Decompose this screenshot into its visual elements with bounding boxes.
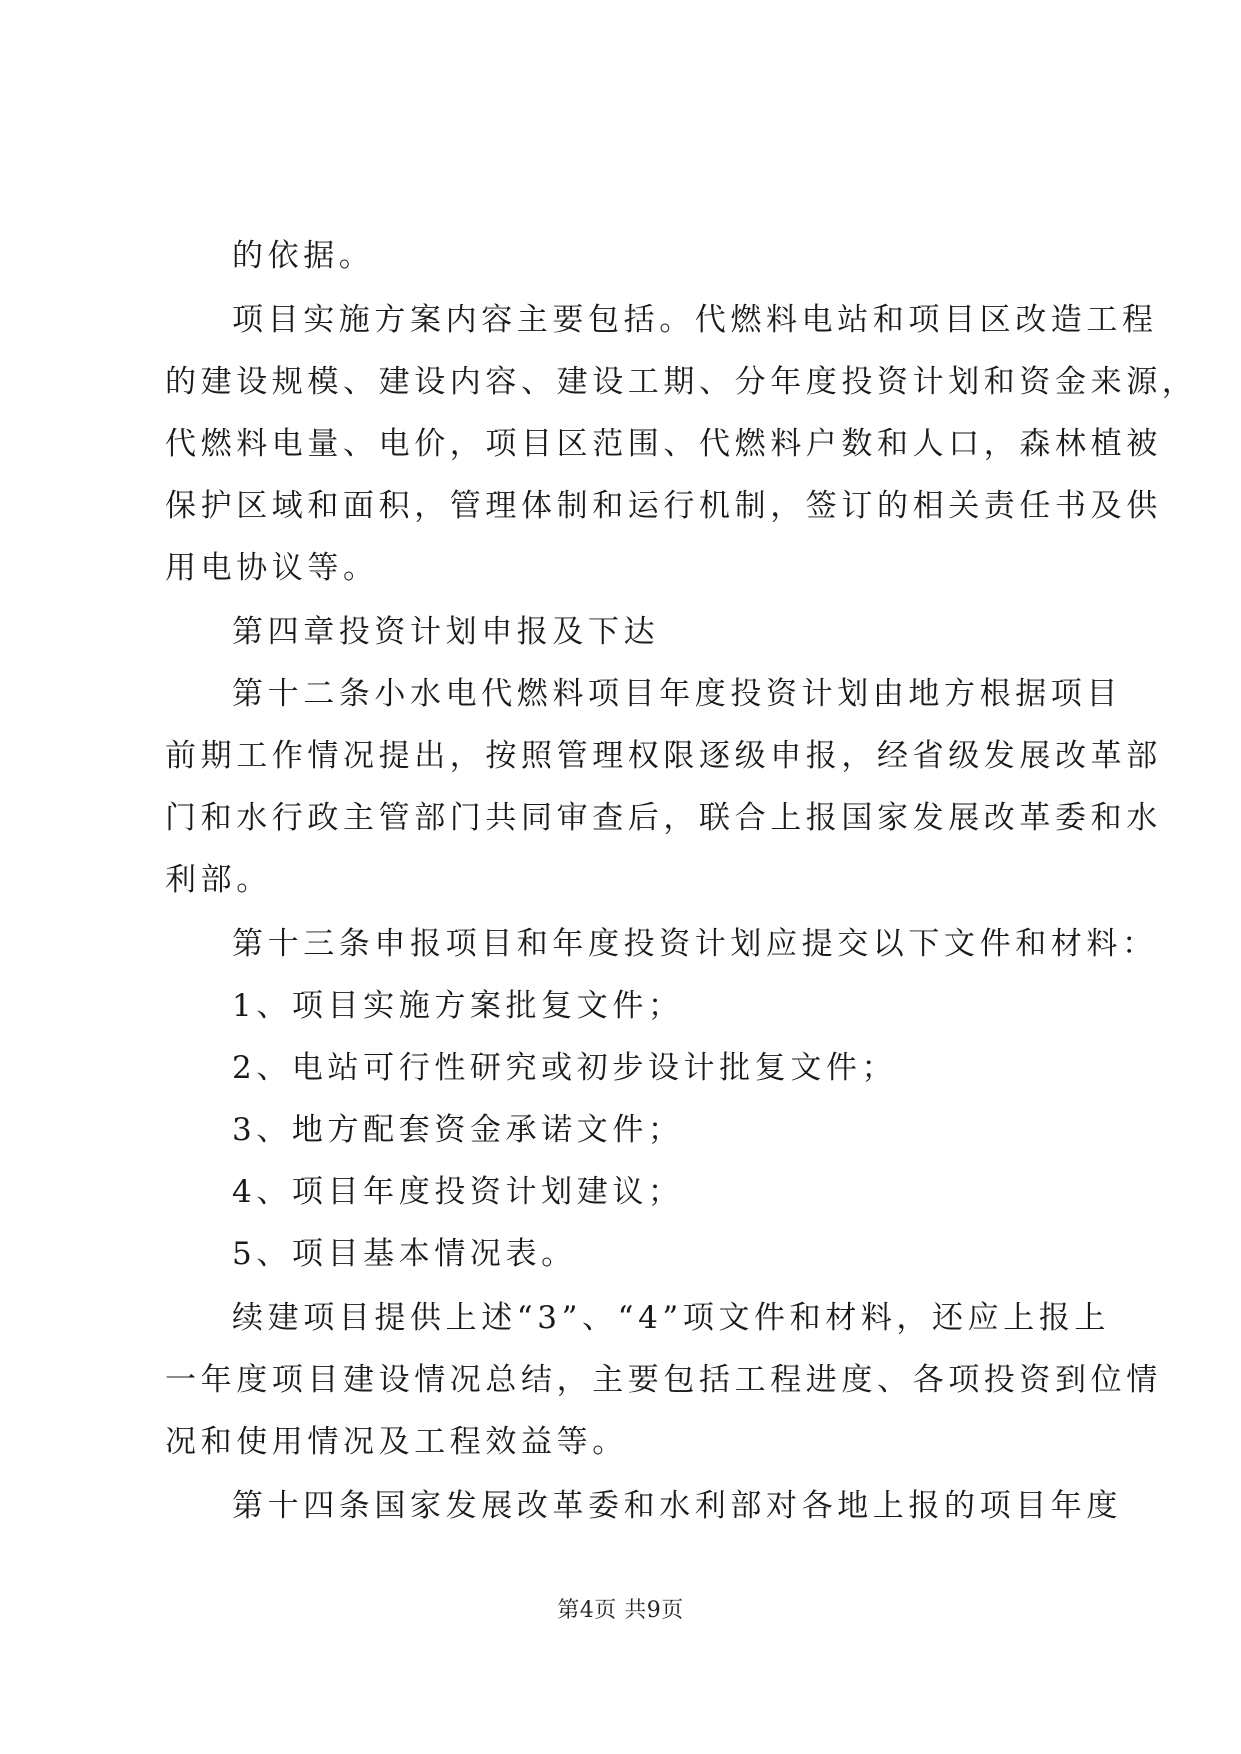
article-13-line: 第十三条申报项目和年度投资计划应提交以下文件和材料： [232, 926, 1158, 962]
list-item: 1、项目实施方案批复文件； [232, 988, 684, 1024]
page-footer: 第4页 共9页 [557, 1598, 684, 1623]
text-line: 前期工作情况提出，按照管理权限逐级申报，经省级发展改革部 [165, 738, 1162, 774]
list-item: 2、电站可行性研究或初步设计批复文件； [232, 1050, 898, 1086]
text-line: 门和水行政主管部门共同审查后，联合上报国家发展改革委和水 [165, 800, 1162, 836]
text-line: 用电协议等。 [165, 550, 379, 586]
text-line: 况和使用情况及工程效益等。 [165, 1424, 628, 1460]
text-line: 的建设规模、建设内容、建设工期、分年度投资计划和资金来源， [165, 364, 1198, 400]
list-item: 5、项目基本情况表。 [232, 1236, 577, 1272]
chapter-heading: 第四章投资计划申报及下达 [232, 614, 660, 650]
article-14-line: 第十四条国家发展改革委和水利部对各地上报的项目年度 [232, 1488, 1122, 1524]
text-line: 利部。 [165, 862, 272, 898]
article-12-line: 第十二条小水电代燃料项目年度投资计划由地方根据项目 [232, 676, 1122, 712]
text-line: 的依据。 [232, 238, 375, 274]
paragraph-start-line: 续建项目提供上述“3”、“4”项文件和材料，还应上报上 [232, 1300, 1111, 1336]
paragraph-start-line: 项目实施方案内容主要包括。代燃料电站和项目区改造工程 [232, 302, 1158, 338]
list-item: 3、地方配套资金承诺文件； [232, 1112, 684, 1148]
list-item: 4、项目年度投资计划建议； [232, 1174, 684, 1210]
text-line: 代燃料电量、电价，项目区范围、代燃料户数和人口，森林植被 [165, 426, 1162, 462]
text-line: 一年度项目建设情况总结，主要包括工程进度、各项投资到位情 [165, 1362, 1162, 1398]
text-line: 保护区域和面积，管理体制和运行机制，签订的相关责任书及供 [165, 488, 1162, 524]
